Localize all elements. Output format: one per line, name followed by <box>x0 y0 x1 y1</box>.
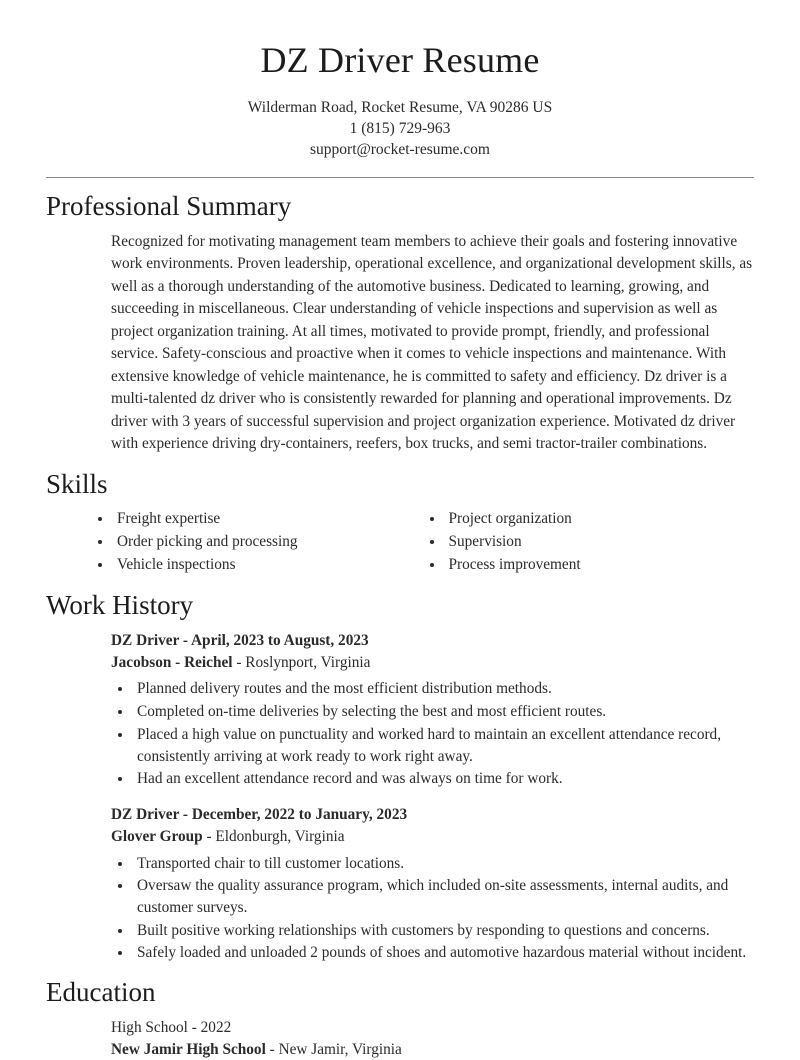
job-bullets <box>111 853 754 965</box>
education-degree-line <box>111 1017 754 1039</box>
job-title-and-dates: DZ Driver - April, 2023 to August, 2023 <box>111 632 369 650</box>
list-item: • Freight expertise <box>113 508 423 531</box>
section-education <box>46 976 754 1060</box>
job-title-and-dates: DZ Driver - December, 2022 to January, 2023 <box>111 806 408 824</box>
list-item: • Built positive working relationships with customers by responding to questions and concerns. <box>133 920 754 942</box>
job-company-line <box>111 652 754 674</box>
skills-column-left <box>91 508 423 577</box>
contact-address: Wilderman Road, Rocket Resume, VA 90286 US <box>247 99 553 117</box>
section-heading-education: Education <box>46 977 156 1008</box>
education-entry <box>111 1017 754 1060</box>
job-company-line <box>111 826 754 848</box>
list-item: • Had an excellent attendance record and was always on time for work. <box>133 768 754 790</box>
job-title-line <box>111 630 754 652</box>
contact-phone: 1 (815) 729-963 <box>349 119 451 137</box>
job-bullet-list <box>111 853 754 965</box>
contact-email: support@rocket-resume.com <box>310 140 490 158</box>
list-item: • Completed on-time deliveries by selecting the best and most efficient routes. <box>133 701 754 723</box>
page-title: DZ Driver Resume <box>260 40 540 80</box>
list-item: • Transported chair to till customer locations. <box>133 853 754 875</box>
section-professional-summary <box>46 190 754 456</box>
section-heading-work-history: Work History <box>46 590 194 621</box>
job-separator: - <box>202 827 216 845</box>
header-divider <box>46 177 754 178</box>
list-item: • Process improvement <box>445 554 755 577</box>
education-school: New Jamir High School <box>111 1040 266 1058</box>
education-separator: - <box>265 1040 279 1058</box>
skills-list-right <box>423 508 755 577</box>
section-heading-skills: Skills <box>46 468 108 499</box>
skills-columns <box>46 508 754 577</box>
resume-header <box>46 40 754 160</box>
summary-paragraph: Recognized for motivating management team members to achieve their goals and fostering innovative work environments. Proven leadership, operational excellence, and organizational development skills, as well as a thorough understanding of the automotive business. Dedicated to learning, growing, and succeeding in miscellaneous. Clear understanding of vehicle inspections and supervision as well as project organization training. At all times, motivated to provide prompt, friendly, and professional service. Safety-conscious and proactive when it comes to vehicle inspections and maintenance. With extensive knowledge of vehicle maintenance, he is committed to safety and efficiency. Dz driver is a multi-talented dz driver who is consistently rewarded for planning and operational improvements. Dz driver with 3 years of successful supervision and project organization experience. Motivated dz driver with experience driving dry-containers, reefers, box trucks, and semi tractor-trailer combinations. <box>111 232 753 453</box>
job-separator: - <box>232 653 246 671</box>
job-company: Glover Group <box>111 827 203 845</box>
work-history-body <box>46 630 754 964</box>
education-body <box>46 1017 754 1060</box>
list-item: • Project organization <box>445 508 755 531</box>
job-bullets <box>111 678 754 790</box>
skills-list-left <box>91 508 423 577</box>
job-location: Eldonburgh, Virginia <box>215 827 345 845</box>
list-item: • Planned delivery routes and the most efficient distribution methods. <box>133 678 754 700</box>
list-item: • Placed a high value on punctuality and worked hard to maintain an excellent attendance record, consistently arriving at work ready to work right away. <box>133 724 754 767</box>
job-title-line <box>111 804 754 826</box>
list-item: • Vehicle inspections <box>113 554 423 577</box>
job-entry <box>111 630 754 790</box>
list-item: • Order picking and processing <box>113 531 423 554</box>
job-company: Jacobson - Reichel <box>111 653 233 671</box>
section-skills <box>46 468 754 578</box>
skills-column-right <box>423 508 755 577</box>
education-location: New Jamir, Virginia <box>278 1040 402 1058</box>
list-item: • Safely loaded and unloaded 2 pounds of shoes and automotive hazardous material without incident. <box>133 942 754 964</box>
job-entry <box>111 804 754 964</box>
education-school-line <box>111 1039 754 1060</box>
list-item: • Supervision <box>445 531 755 554</box>
summary-body <box>46 231 754 456</box>
job-bullet-list <box>111 678 754 790</box>
list-item: • Oversaw the quality assurance program, which included on-site assessments, internal audits, and customer surveys. <box>133 875 754 918</box>
section-heading-summary: Professional Summary <box>46 191 292 222</box>
section-work-history <box>46 589 754 964</box>
education-degree: High School - 2022 <box>111 1018 232 1036</box>
job-location: Roslynport, Virginia <box>245 653 371 671</box>
